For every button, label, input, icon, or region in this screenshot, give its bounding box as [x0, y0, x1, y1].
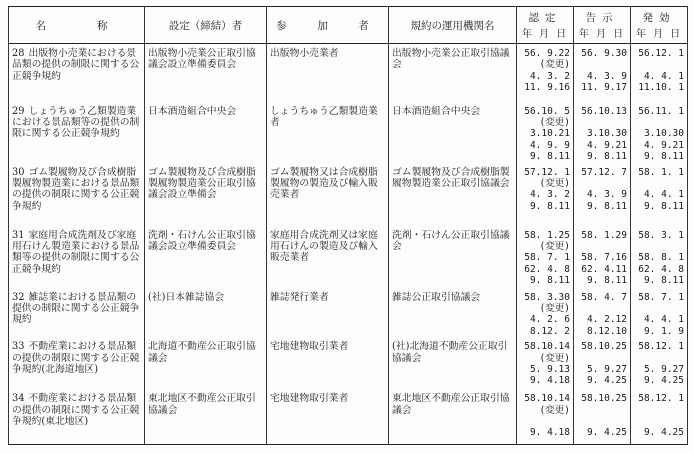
header-effective-bottom: 年 月 日 — [635, 29, 683, 40]
cell-party: 日本酒造組合中央会 — [145, 102, 267, 163]
date-line: 56. 9.30 — [581, 48, 627, 59]
cell-name — [9, 288, 145, 338]
header-participants: 参 加 者 — [267, 7, 389, 44]
cell-name — [9, 44, 145, 102]
cell-announced-dates — [574, 288, 631, 338]
date-line: 9. 4.25 — [586, 375, 627, 387]
fair-competition-code-table — [8, 6, 688, 445]
table-row — [9, 337, 688, 389]
header-name: 名 称 — [9, 7, 145, 44]
cell-participants: しょうちゅう乙類製造業者 — [267, 102, 389, 163]
table-row — [9, 288, 688, 338]
cell-party: 北海道不動産公正取引協議会 — [145, 337, 267, 389]
date-line: 9. 8.11 — [586, 200, 627, 212]
cell-announced-dates — [574, 226, 631, 288]
date-line: 56.11. 1 — [638, 105, 684, 117]
cell-effective-dates — [631, 44, 688, 102]
date-line: 58. 1.29 — [581, 229, 627, 241]
date-line: 58.12. 1 — [638, 393, 684, 405]
date-line — [577, 353, 627, 364]
date-line: 8.12.10 — [586, 325, 627, 337]
table-row — [9, 163, 688, 226]
date-line: 11.10. 1 — [638, 82, 684, 94]
date-line: 58. 8. 1 — [638, 252, 684, 264]
date-line: 58. 7. 1 — [638, 291, 684, 303]
regulation-table-page — [8, 6, 687, 446]
cell-org: 東北地区不動産公正取引協議会 — [389, 389, 517, 444]
date-line — [634, 353, 684, 364]
row-number: 32 — [12, 291, 25, 303]
cell-announced-dates — [574, 337, 631, 389]
date-line: 4. 3. 9 — [586, 70, 627, 82]
date-line — [634, 59, 684, 70]
table-row — [9, 44, 688, 102]
code-name: 家庭用合成洗剤及び家庭用石けん製造業における景品類等の提供の制限に関する公正競争規約 — [12, 229, 140, 275]
cell-authorized-dates — [517, 163, 574, 226]
date-line — [634, 405, 684, 416]
date-line: 58. 3. 1 — [638, 229, 684, 241]
cell-effective-dates — [631, 226, 688, 288]
date-line: 9. 1. 9 — [643, 325, 684, 337]
date-line: 5. 9.27 — [643, 363, 684, 375]
header-authorized-bottom: 年 月 日 — [521, 29, 569, 40]
row-number: 34 — [12, 393, 25, 405]
code-name: 出版物小売業における景品類の提供の制限に関する公正競争規約 — [12, 48, 140, 82]
date-line: 9. 8.11 — [529, 151, 570, 163]
date-line: 9. 4.25 — [586, 427, 627, 439]
cell-name — [9, 389, 145, 444]
date-line: 4. 9. 9 — [529, 139, 570, 151]
date-line — [577, 117, 627, 128]
date-line: 4. 3. 9 — [586, 189, 627, 201]
date-line: (変更) — [539, 404, 570, 416]
date-line: 9. 8.11 — [586, 151, 627, 163]
date-line: 4. 9.21 — [643, 139, 684, 151]
cell-authorized-dates — [517, 102, 574, 163]
row-number: 28 — [12, 48, 25, 59]
table-row — [9, 102, 688, 163]
cell-org: 出版物小売業公正取引協議会 — [389, 44, 517, 102]
header-announced-bottom: 年 月 日 — [578, 29, 626, 40]
date-line: 56.12. 1 — [638, 48, 684, 59]
date-line — [577, 178, 627, 189]
header-authorized-top: 認定 — [528, 12, 562, 24]
date-line: 56. 9.22 — [524, 48, 570, 59]
date-line: 4. 2.12 — [586, 314, 627, 326]
cell-effective-dates — [631, 163, 688, 226]
date-line — [634, 178, 684, 189]
date-line: 4. 3. 2 — [529, 189, 570, 201]
code-name: ゴム製履物及び合成樹脂製履物製造業における景品類の提供の制限に関する公正競争規約 — [12, 166, 140, 212]
cell-participants: 宅地建物取引業者 — [267, 337, 389, 389]
date-line: (変更) — [539, 240, 570, 252]
cell-name — [9, 226, 145, 288]
date-line — [577, 59, 627, 70]
cell-party: 洗剤・石けん公正取引協議会設立準備委員会 — [145, 226, 267, 288]
cell-name — [9, 163, 145, 226]
date-line: 3.10.30 — [643, 128, 684, 140]
date-line: 58.12. 1 — [638, 341, 684, 353]
row-number: 30 — [12, 166, 25, 178]
date-line: 9. 8.11 — [643, 200, 684, 212]
date-line — [634, 416, 684, 427]
date-line: 62. 4. 8 — [638, 263, 684, 275]
date-line: (変更) — [539, 116, 570, 128]
date-line: 3.10.30 — [586, 128, 627, 140]
header-org: 規約の運用機関名 — [389, 7, 517, 44]
date-line: 9. 4.25 — [643, 375, 684, 387]
date-line: 58.10.25 — [581, 341, 627, 353]
date-line: 4. 4. 1 — [643, 314, 684, 326]
cell-org: 雑誌公正取引協議会 — [389, 288, 517, 338]
date-line: 11. 9.16 — [524, 82, 570, 94]
cell-participants: 宅地建物取引業者 — [267, 389, 389, 444]
date-line: 9. 4.18 — [529, 427, 570, 439]
date-line: 8.12. 2 — [529, 325, 570, 337]
header-announced-top: 告示 — [585, 12, 619, 24]
date-line: 58.10.14 — [524, 393, 570, 405]
cell-effective-dates — [631, 102, 688, 163]
date-line: 58.10.25 — [581, 393, 627, 405]
date-line: 4. 9.21 — [586, 139, 627, 151]
date-line: 9. 8.11 — [586, 275, 627, 287]
date-line: 5. 9.13 — [529, 363, 570, 375]
date-line: (変更) — [539, 59, 570, 71]
date-line — [577, 416, 627, 427]
code-name: 不動産業における景品類の提供の制限に関する公正競争規約(東北地区) — [12, 393, 140, 427]
cell-authorized-dates — [517, 226, 574, 288]
cell-effective-dates — [631, 288, 688, 338]
header-row — [9, 7, 688, 44]
cell-authorized-dates — [517, 337, 574, 389]
row-number: 33 — [12, 341, 25, 353]
date-line: 9. 8.11 — [643, 151, 684, 163]
table-row — [9, 389, 688, 444]
cell-announced-dates — [574, 44, 631, 102]
cell-participants: 雑誌発行業者 — [267, 288, 389, 338]
cell-authorized-dates — [517, 389, 574, 444]
cell-party: 出版物小売業公正取引協議会設立準備委員会 — [145, 44, 267, 102]
cell-effective-dates — [631, 389, 688, 444]
date-line: 9. 8.11 — [529, 275, 570, 287]
date-line: 58.10.14 — [524, 341, 570, 353]
cell-name — [9, 102, 145, 163]
header-effective-top: 発効 — [642, 12, 676, 24]
date-line: (変更) — [539, 352, 570, 364]
code-name: 雑誌業における景品類の提供の制限に関する公正競争規約 — [12, 291, 140, 326]
cell-announced-dates — [574, 102, 631, 163]
cell-party: 東北地区不動産公正取引協議会 — [145, 389, 267, 444]
date-line: 57.12. 1 — [524, 166, 570, 178]
cell-party: ゴム製履物及び合成樹脂製履物製造業公正取引協議会設立準備会 — [145, 163, 267, 226]
date-line: 3.10.21 — [529, 128, 570, 140]
date-line — [577, 405, 627, 416]
date-line: 4. 4. 1 — [643, 70, 684, 82]
row-number: 29 — [12, 105, 25, 117]
date-line — [577, 241, 627, 252]
cell-announced-dates — [574, 163, 631, 226]
cell-authorized-dates — [517, 288, 574, 338]
date-line: 4. 2. 6 — [529, 314, 570, 326]
date-line: 4. 4. 1 — [643, 189, 684, 201]
date-line: 56.10.13 — [581, 105, 627, 117]
date-line: 58. 1. 1 — [638, 166, 684, 178]
date-line: 9. 8.11 — [529, 200, 570, 212]
date-line: 56.10. 5 — [524, 105, 570, 117]
date-line: (変更) — [539, 302, 570, 314]
code-name: しょうちゅう乙類製造業における景品類等の提供の制限に関する公正競争規約 — [12, 105, 140, 140]
date-line: 58. 4. 7 — [581, 291, 627, 303]
date-line: (変更) — [539, 177, 570, 189]
date-line: 4. 3. 2 — [529, 70, 570, 82]
table-row — [9, 226, 688, 288]
date-line: 9. 4.25 — [643, 427, 684, 439]
date-line — [634, 241, 684, 252]
header-authorized — [517, 7, 574, 44]
date-line — [520, 416, 570, 427]
date-line — [634, 303, 684, 314]
date-line: 62. 4. 8 — [524, 263, 570, 275]
cell-org: 洗剤・石けん公正取引協議会 — [389, 226, 517, 288]
date-line: 5. 9.27 — [586, 363, 627, 375]
row-number: 31 — [12, 229, 25, 241]
date-line: 58. 1.25 — [524, 229, 570, 241]
date-line: 58. 3.30 — [524, 291, 570, 303]
date-line: 58. 7. 1 — [524, 252, 570, 264]
cell-org: 日本酒造組合中央会 — [389, 102, 517, 163]
cell-participants: 出版物小売業者 — [267, 44, 389, 102]
header-announced — [574, 7, 631, 44]
cell-participants: 家庭用合成洗剤又は家庭用石けんの製造及び輸入販売業者 — [267, 226, 389, 288]
cell-org: ゴム製履物及び合成樹脂製履物製造業公正取引協議会 — [389, 163, 517, 226]
cell-authorized-dates — [517, 44, 574, 102]
date-line: 9. 4.18 — [529, 375, 570, 387]
date-line — [577, 303, 627, 314]
cell-effective-dates — [631, 337, 688, 389]
cell-participants: ゴム製履物又は合成樹脂製履物の製造及び輸入販売業者 — [267, 163, 389, 226]
cell-announced-dates — [574, 389, 631, 444]
header-effective — [631, 7, 688, 44]
date-line: 57.12. 7 — [581, 166, 627, 178]
cell-party: (社)日本雑誌協会 — [145, 288, 267, 338]
date-line: 11. 9.17 — [581, 82, 627, 94]
date-line: 62. 4.11 — [581, 263, 627, 275]
cell-name — [9, 337, 145, 389]
date-line: 9. 8.11 — [643, 275, 684, 287]
header-party: 設定（締結）者 — [145, 7, 267, 44]
code-name: 不動産業における景品類の提供の制限に関する公正競争規約(北海道地区) — [12, 341, 140, 375]
date-line — [634, 117, 684, 128]
date-line: 58. 7.16 — [581, 252, 627, 264]
cell-org: (社)北海道不動産公正取引協議会 — [389, 337, 517, 389]
